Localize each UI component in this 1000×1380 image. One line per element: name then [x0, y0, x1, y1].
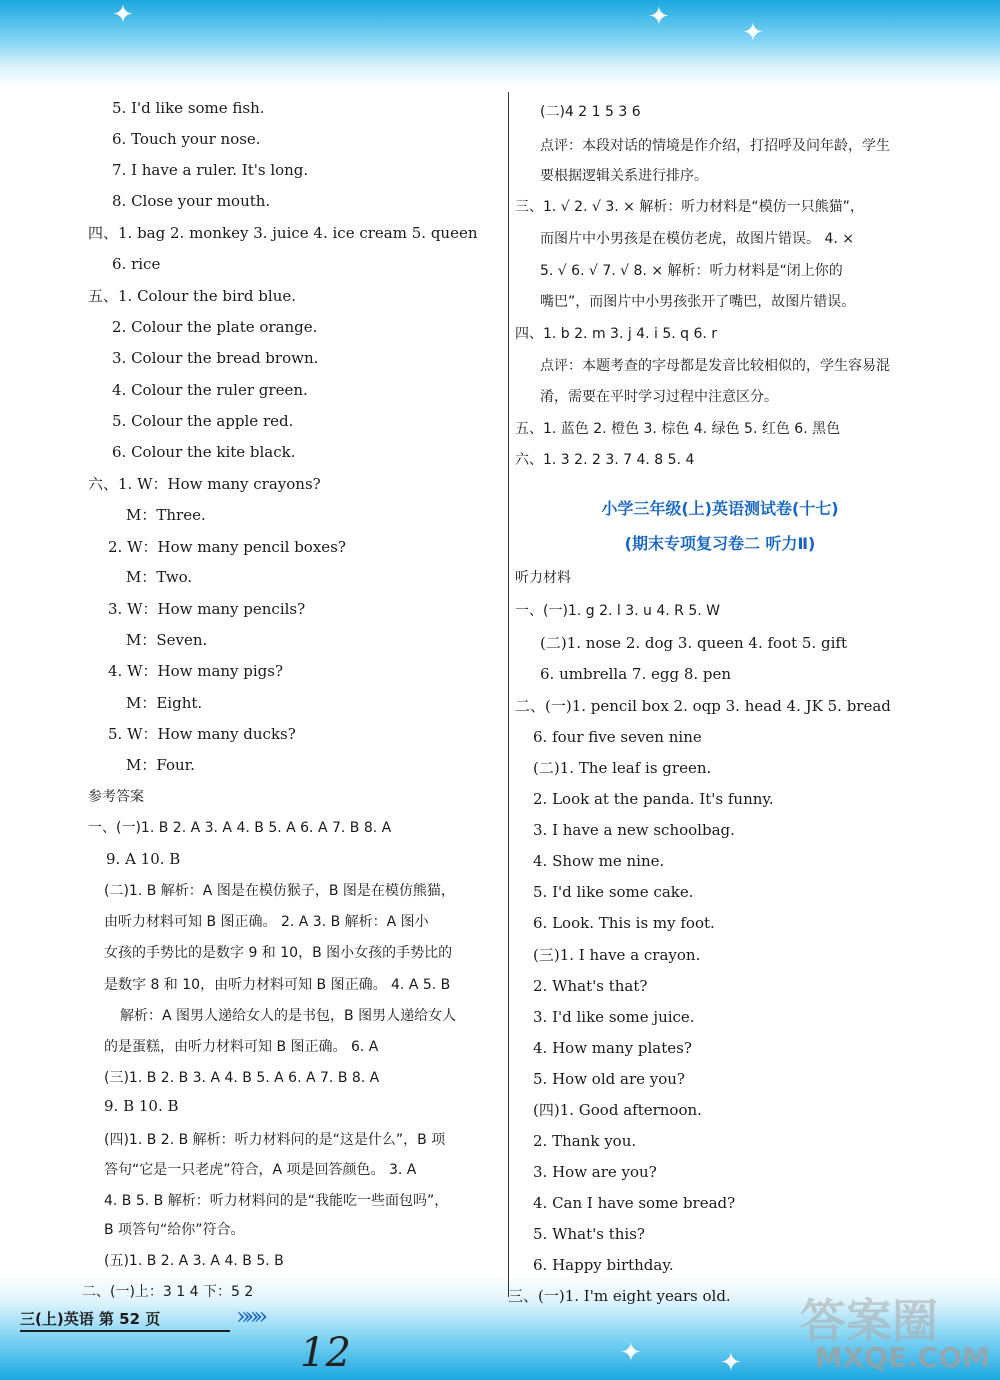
right-column-line: (二)1. The leaf is green. — [533, 759, 712, 777]
right-column-line: 3. I'd like some juice. — [533, 1008, 695, 1026]
left-column-line: 解析：A 图男人递给女人的是书包，B 图男人递给女人 — [120, 1008, 457, 1024]
right-column-line: 听力材料 — [515, 570, 571, 586]
right-column-line: 2. What's that? — [533, 977, 648, 995]
left-column-line: M：Seven. — [126, 631, 208, 649]
left-column-line: 9. A 10. B — [106, 850, 181, 868]
left-column-line: 女孩的手势比的是数字 9 和 10，B 图小女孩的手势比的 — [104, 945, 453, 961]
left-column-line: 3. W：How many pencils? — [108, 600, 306, 618]
right-column-line: 4. Show me nine. — [533, 852, 665, 870]
right-column-line: 6. Happy birthday. — [533, 1256, 674, 1274]
left-column-line: 5. W：How many ducks? — [108, 725, 296, 743]
left-column-line: M：Eight. — [126, 694, 203, 712]
right-column-line: 点评：本题考查的字母都是发音比较相似的，学生容易混 — [540, 358, 890, 374]
left-column-line: 5. Colour the apple red. — [112, 412, 294, 430]
left-column-line: 的是蛋糕，由听力材料可知 B 图正确。 6. A — [104, 1039, 379, 1055]
section-title: 小学三年级(上)英语测试卷(十七) — [601, 499, 839, 518]
left-column-line: 五、1. Colour the bird blue. — [88, 287, 296, 305]
right-column-line: 六、1. 3 2. 2 3. 7 4. 8 5. 4 — [515, 452, 695, 468]
left-column-line: (二)1. B 解析：A 图是在模仿猴子，B 图是在模仿熊猫， — [104, 883, 455, 899]
left-column-line: 六、1. W：How many crayons? — [88, 475, 321, 493]
left-column-line: 3. Colour the bread brown. — [112, 349, 319, 367]
right-column-line: 5. I'd like some cake. — [533, 883, 694, 901]
left-column-line: 8. Close your mouth. — [112, 192, 271, 210]
right-column-line: 5. What's this? — [533, 1225, 645, 1243]
right-column-line: (四)1. Good afternoon. — [533, 1101, 702, 1119]
right-column-line: 嘴巴”，而图片中小男孩张开了嘴巴，故图片错误。 — [540, 294, 856, 310]
left-column-line: M：Two. — [126, 568, 193, 586]
sparkle-icon: ✦ — [720, 1348, 742, 1378]
section-title: (期末专项复习卷二 听力Ⅱ) — [624, 534, 816, 553]
left-column-line: (三)1. B 2. B 3. A 4. B 5. A 6. A 7. B 8. A — [104, 1070, 380, 1086]
top-decorative-band — [0, 0, 1000, 88]
right-column-line: 2. Thank you. — [533, 1132, 637, 1150]
left-column-line: 4. W：How many pigs? — [108, 662, 284, 680]
sparkle-icon: ✦ — [620, 1338, 642, 1368]
left-column-line: 7. I have a ruler. It's long. — [112, 161, 309, 179]
left-column-line: B 项答句“给你”符合。 — [104, 1222, 245, 1238]
right-column-line: 而图片中小男孩是在模仿老虎，故图片错误。 4. × — [540, 231, 854, 247]
left-column-line: 6. rice — [112, 255, 161, 273]
left-column-line: (四)1. B 2. B 解析：听力材料问的是“这是什么”，B 项 — [104, 1132, 446, 1148]
watermark-logo: 答案圈 — [800, 1294, 938, 1348]
right-column-line: (二)4 2 1 5 3 6 — [540, 104, 641, 120]
left-column-line: 由听力材料可知 B 图正确。 2. A 3. B 解析：A 图小 — [104, 914, 429, 930]
sparkle-icon: ✦ — [648, 2, 670, 32]
watermark-site: MXQE.COM — [814, 1341, 990, 1374]
left-column-line: 6. Touch your nose. — [112, 130, 261, 148]
left-column-line: 6. Colour the kite black. — [112, 443, 296, 461]
left-column-line: 4. Colour the ruler green. — [112, 381, 308, 399]
handwritten-page-number: 12 — [300, 1330, 351, 1376]
column-divider — [508, 92, 509, 1297]
left-column-line: M：Three. — [126, 506, 206, 524]
page-footer: 三(上)英语 第 52 页 — [20, 1310, 161, 1328]
right-column-line: 3. How are you? — [533, 1163, 657, 1181]
left-column-line: 9. B 10. B — [104, 1097, 179, 1115]
left-column-line: 答句“它是一只老虎”符合，A 项是回答颜色。 3. A — [104, 1162, 417, 1178]
sparkle-icon: ✦ — [742, 18, 764, 48]
left-column-line: 是数字 8 和 10，由听力材料可知 B 图正确。 4. A 5. B — [104, 977, 451, 993]
sparkle-icon: ✦ — [112, 0, 134, 30]
left-column-line: 二、(一)上：3 1 4 下：5 2 — [82, 1284, 254, 1300]
right-column-line: 二、(一)1. pencil box 2. oqp 3. head 4. JK 5. bread — [515, 697, 891, 715]
footer-underline — [20, 1330, 230, 1332]
right-column-line: 6. Look. This is my foot. — [533, 914, 715, 932]
left-column-line: (五)1. B 2. A 3. A 4. B 5. B — [104, 1253, 284, 1269]
right-column-line: 一、(一)1. g 2. l 3. u 4. R 5. W — [515, 603, 720, 619]
right-column-line: 淆，需要在平时学习过程中注意区分。 — [540, 389, 778, 405]
left-column-line: 四、1. bag 2. monkey 3. juice 4. ice cream 5. queen — [88, 224, 478, 242]
right-column-line: 4. How many plates? — [533, 1039, 692, 1057]
right-column-line: 三、1. √ 2. √ 3. × 解析：听力材料是“模仿一只熊猫”， — [515, 199, 864, 215]
left-column-line: 5. I'd like some fish. — [112, 99, 265, 117]
left-column-line: 一、(一)1. B 2. A 3. A 4. B 5. A 6. A 7. B 8. A — [88, 820, 392, 836]
left-column-line: 4. B 5. B 解析：听力材料问的是“我能吃一些面包吗”， — [104, 1193, 449, 1209]
right-column-line: 五、1. 蓝色 2. 橙色 3. 棕色 4. 绿色 5. 红色 6. 黑色 — [515, 421, 841, 437]
right-column-line: 2. Look at the panda. It's funny. — [533, 790, 774, 808]
right-column-line: 点评：本段对话的情境是作介绍，打招呼及问年龄，学生 — [540, 138, 890, 154]
left-column-line: M：Four. — [126, 756, 195, 774]
right-column-line: 4. Can I have some bread? — [533, 1194, 736, 1212]
right-column-line: 三、(一)1. I'm eight years old. — [508, 1287, 731, 1305]
right-column-line: (三)1. I have a crayon. — [533, 946, 701, 964]
right-column-line: 6. umbrella 7. egg 8. pen — [540, 665, 732, 683]
right-column-line: 6. four five seven nine — [533, 728, 702, 746]
right-column-line: 5. √ 6. √ 7. √ 8. × 解析：听力材料是“闭上你的 — [540, 263, 843, 279]
watermark — [780, 1285, 990, 1375]
right-column-line: (二)1. nose 2. dog 3. queen 4. foot 5. gift — [540, 634, 847, 652]
left-column-line: 2. Colour the plate orange. — [112, 318, 318, 336]
right-column-line: 5. How old are you? — [533, 1070, 685, 1088]
arrow-decoration-icon: »»» — [236, 1302, 263, 1330]
right-column-line: 要根据逻辑关系进行排序。 — [540, 168, 708, 184]
left-column-line: 2. W：How many pencil boxes? — [108, 538, 346, 556]
right-column-line: 3. I have a new schoolbag. — [533, 821, 735, 839]
right-column-line: 四、1. b 2. m 3. j 4. i 5. q 6. r — [515, 326, 718, 342]
left-column-line: 参考答案 — [88, 789, 144, 805]
